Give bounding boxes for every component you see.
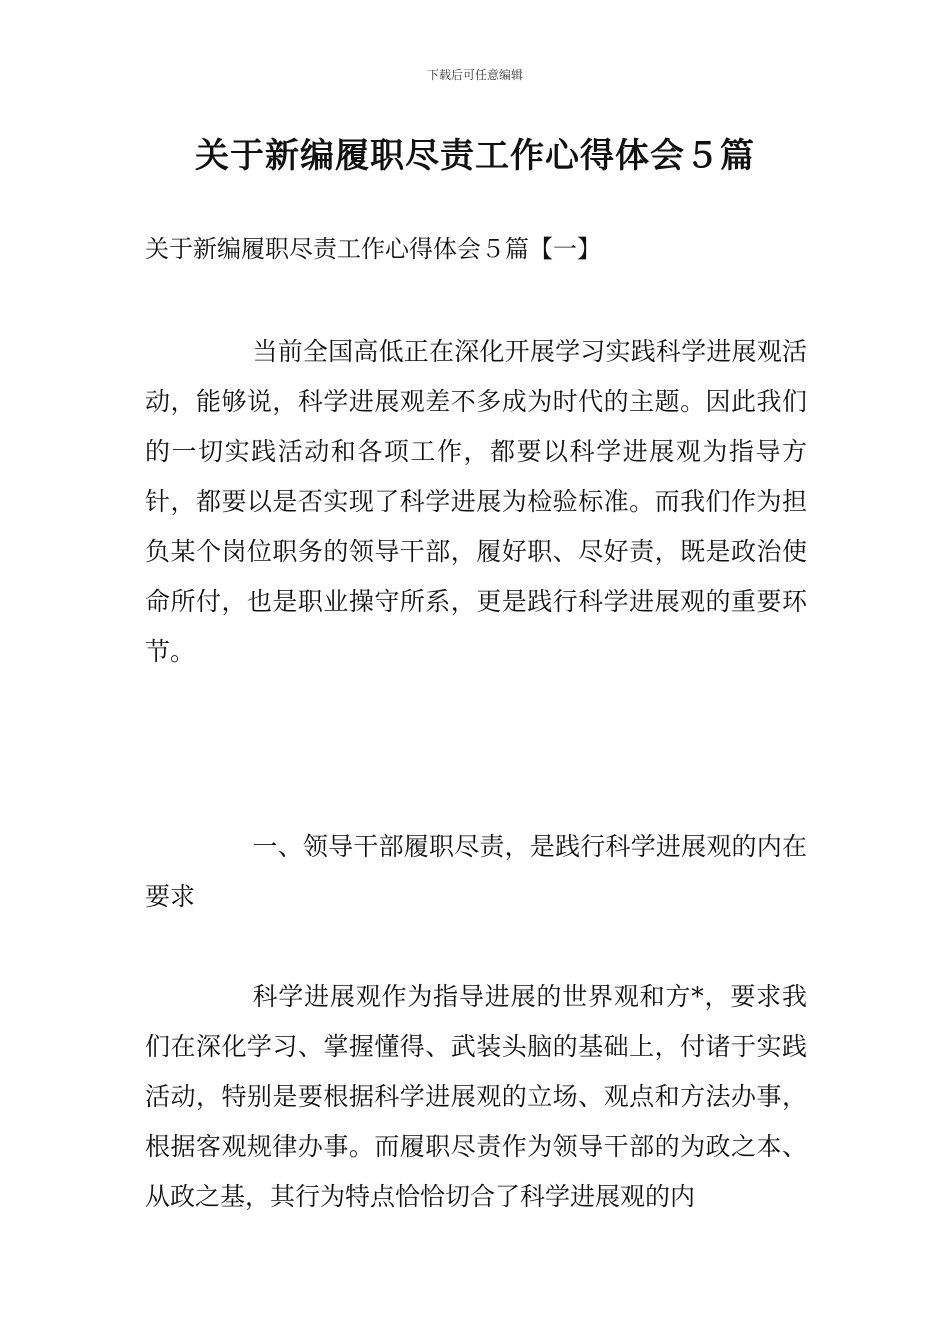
document-title: 关于新编履职尽责工作心得体会５篇: [195, 136, 755, 176]
section-heading: 关于新编履职尽责工作心得体会５篇【一】: [145, 235, 601, 263]
body-paragraph: 科学进展观作为指导进展的世界观和方*，要求我们在深化学习、掌握懂得、武装头脑的基础上，付诸于实践活动，特别是要根据科学进展观的立场、观点和方法办事，根据客观规律办事。而履职尽责作为领导干部的为政之本、从政之基，其行为特点恰恰切合了科学进展观的内: [145, 982, 807, 1211]
header-note: 下载后可任意编辑: [426, 68, 523, 82]
body-paragraph: 当前全国高低正在深化开展学习实践科学进展观活动，能够说，科学进展观差不多成为时代的主题。因此我们的一切实践活动和各项工作，都要以科学进展观为指导方针，都要以是否实现了科学进展为检验标准。而我们作为担负某个岗位职务的领导干部，履好职、尽好责，既是政治使命所付，也是职业操守所系，更是践行科学进展观的重要环节。: [145, 337, 807, 666]
subsection-heading: 一、领导干部履职尽责，是践行科学进展观的内在要求: [145, 832, 807, 911]
